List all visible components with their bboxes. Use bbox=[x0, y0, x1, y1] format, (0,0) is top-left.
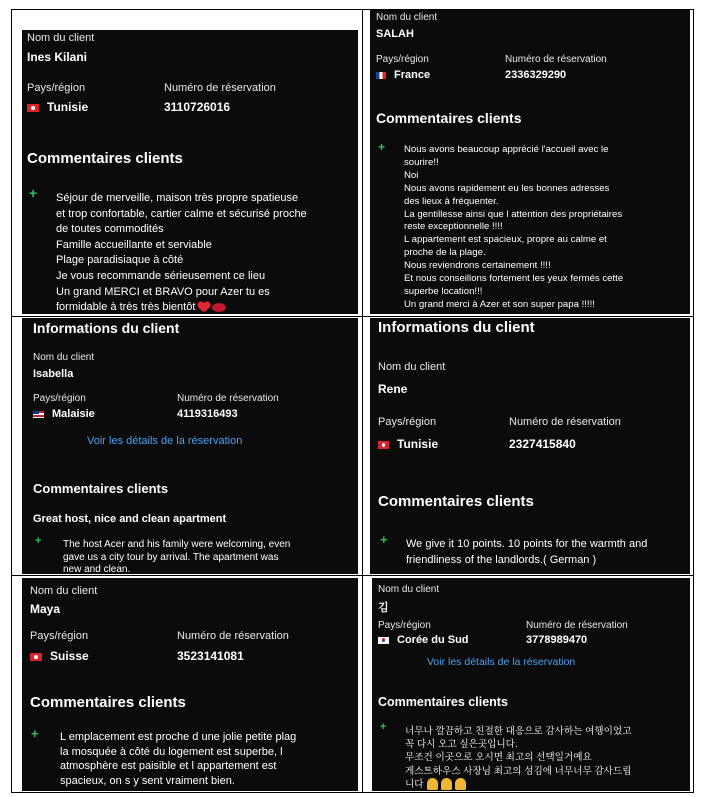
country-label: Pays/région bbox=[30, 630, 89, 642]
reservation-label: Numéro de réservation bbox=[177, 393, 279, 404]
review-card-kim bbox=[372, 578, 690, 791]
country-value bbox=[376, 69, 430, 81]
country-label: Pays/région bbox=[378, 416, 437, 428]
client-name-label: Nom du client bbox=[376, 12, 438, 23]
country-value bbox=[27, 100, 88, 114]
reservation-number: 3110726016 bbox=[164, 100, 231, 114]
client-info-heading: Informations du client bbox=[378, 319, 535, 336]
reservation-details-link[interactable]: Voir les détails de la réservation bbox=[87, 435, 243, 447]
client-name-label: Nom du client bbox=[33, 352, 95, 363]
tunisia-flag-icon bbox=[378, 441, 389, 449]
review-card-rene bbox=[370, 318, 690, 574]
country-value bbox=[33, 408, 95, 420]
review-card-salah bbox=[370, 10, 690, 314]
client-name: Rene bbox=[378, 382, 408, 396]
review-card-ines bbox=[22, 30, 358, 314]
client-name-label: Nom du client bbox=[378, 584, 440, 595]
table-border-left bbox=[11, 9, 12, 793]
client-name: Isabella bbox=[33, 368, 74, 380]
country-value bbox=[378, 437, 438, 451]
client-info-heading: Informations du client bbox=[33, 320, 180, 336]
country-label: Pays/région bbox=[33, 393, 86, 404]
country-name: Tunisie bbox=[397, 437, 439, 451]
client-name: SALAH bbox=[376, 28, 414, 40]
table-border-mid-2 bbox=[11, 575, 694, 576]
comments-heading: Commentaires clients bbox=[30, 694, 186, 711]
malaysia-flag-icon bbox=[33, 411, 44, 418]
comments-heading: Commentaires clients bbox=[378, 695, 508, 709]
country-name: Malaisie bbox=[52, 408, 95, 420]
table-border-bottom bbox=[11, 792, 694, 793]
reservation-label: Numéro de réservation bbox=[177, 630, 289, 642]
table-border-right bbox=[693, 9, 694, 793]
plus-icon: + bbox=[31, 726, 39, 741]
country-value bbox=[378, 634, 469, 646]
review-card-isabella bbox=[22, 318, 358, 574]
country-label: Pays/région bbox=[376, 54, 429, 65]
reservation-number: 2327415840 bbox=[509, 437, 576, 451]
country-value bbox=[30, 649, 89, 663]
switzerland-flag-icon bbox=[30, 653, 42, 661]
comment-text: The host Acer and his family were welcoming, even gave us a city tour by arrival. The apartment was new and clean. bbox=[63, 539, 291, 574]
comment-text: We give it 10 points. 10 points for the warmth and friendliness of the landlords.( German ) bbox=[406, 538, 648, 566]
tunisia-flag-icon bbox=[27, 104, 39, 112]
praying-hands-icon bbox=[441, 778, 452, 790]
comment-text: Séjour de merveille, maison très propre spatieuse et trop confortable, cartier calme et sécurisé proche de toutes commodités Famille accueillante et serviable Plage paradisiaque à côté Je vous recommande sérieusement ce lieu Un grand MERCI et BRAVO pour Azer tu es formidable à très très bientôt bbox=[56, 192, 307, 314]
client-name-label: Nom du client bbox=[30, 585, 98, 597]
reservation-details-link[interactable]: Voir les détails de la réservation bbox=[427, 656, 576, 668]
country-label: Pays/région bbox=[27, 82, 86, 94]
client-name: Ines Kilani bbox=[27, 50, 88, 64]
comments-heading: Commentaires clients bbox=[33, 481, 169, 496]
country-name: France bbox=[394, 69, 431, 81]
reservation-label: Numéro de réservation bbox=[509, 416, 621, 428]
reservation-label: Numéro de réservation bbox=[526, 620, 628, 631]
france-flag-icon bbox=[376, 72, 386, 79]
comment-title: Great host, nice and clean apartment bbox=[33, 513, 227, 525]
comments-heading: Commentaires clients bbox=[378, 493, 534, 510]
praying-hands-icon bbox=[455, 778, 466, 790]
country-name: Corée du Sud bbox=[397, 634, 469, 646]
plus-icon: + bbox=[29, 185, 38, 201]
praying-hands-icon bbox=[427, 778, 438, 790]
reservation-number: 4119316493 bbox=[177, 408, 238, 420]
reservation-number: 3523141081 bbox=[177, 649, 244, 663]
reservation-label: Numéro de réservation bbox=[505, 54, 607, 65]
plus-icon: + bbox=[380, 532, 388, 547]
table-border-mid-1 bbox=[11, 316, 694, 317]
country-name: Tunisie bbox=[47, 100, 89, 114]
country-name: Suisse bbox=[50, 649, 89, 663]
country-label: Pays/région bbox=[378, 620, 431, 631]
comment-text: 너무나 깔끔하고 친절한 대응으로 감사하는 여행이었고 꼭 다시 오고 싶은곳입니다. 무조건 이곳으로 오시면 최고의 선택일거예요 게스트하우스 사장님 최고의 섬김에 너무너무 감사드립 니다 bbox=[405, 726, 632, 790]
reservation-number: 2336329290 bbox=[505, 69, 567, 81]
review-card-maya bbox=[22, 578, 358, 791]
client-name: Maya bbox=[30, 602, 61, 616]
kiss-lips-icon bbox=[212, 303, 226, 312]
comment-text: Nous avons beaucoup apprécié l'accueil avec le sourire!! Noi Nous avons rapidement eu les bonnes adresses des lieux à fréquenter. La gentillesse ainsi que l attention des propriétaires reste exceptionnelle !!!! L appartement est spacieux, propre au calme et proche de la plage. Nous reviendrons certainement !!!! Et nous conseillons fortement les yeux fermés cette superbe location!!! Un grand merci à Azer et son super papa !!!!! bbox=[404, 144, 624, 310]
comments-heading: Commentaires clients bbox=[27, 150, 183, 167]
heart-icon bbox=[198, 302, 210, 313]
plus-icon: + bbox=[378, 140, 386, 154]
plus-icon: + bbox=[35, 535, 42, 547]
client-name-label: Nom du client bbox=[378, 361, 446, 373]
plus-icon: + bbox=[380, 721, 387, 733]
south-korea-flag-icon bbox=[378, 637, 389, 644]
reservation-label: Numéro de réservation bbox=[164, 82, 276, 94]
reservation-number: 3778989470 bbox=[526, 634, 588, 646]
client-name: 김 bbox=[378, 602, 389, 614]
client-name-label: Nom du client bbox=[27, 32, 95, 44]
table-border-center bbox=[362, 9, 363, 793]
comments-heading: Commentaires clients bbox=[376, 110, 522, 126]
comment-text: L emplacement est proche d une jolie petite plag la mosquée à côté du logement est superbe, l atmosphère est paisible et l appartement est spacieux, on s y sent vraiment bien. bbox=[60, 731, 297, 788]
